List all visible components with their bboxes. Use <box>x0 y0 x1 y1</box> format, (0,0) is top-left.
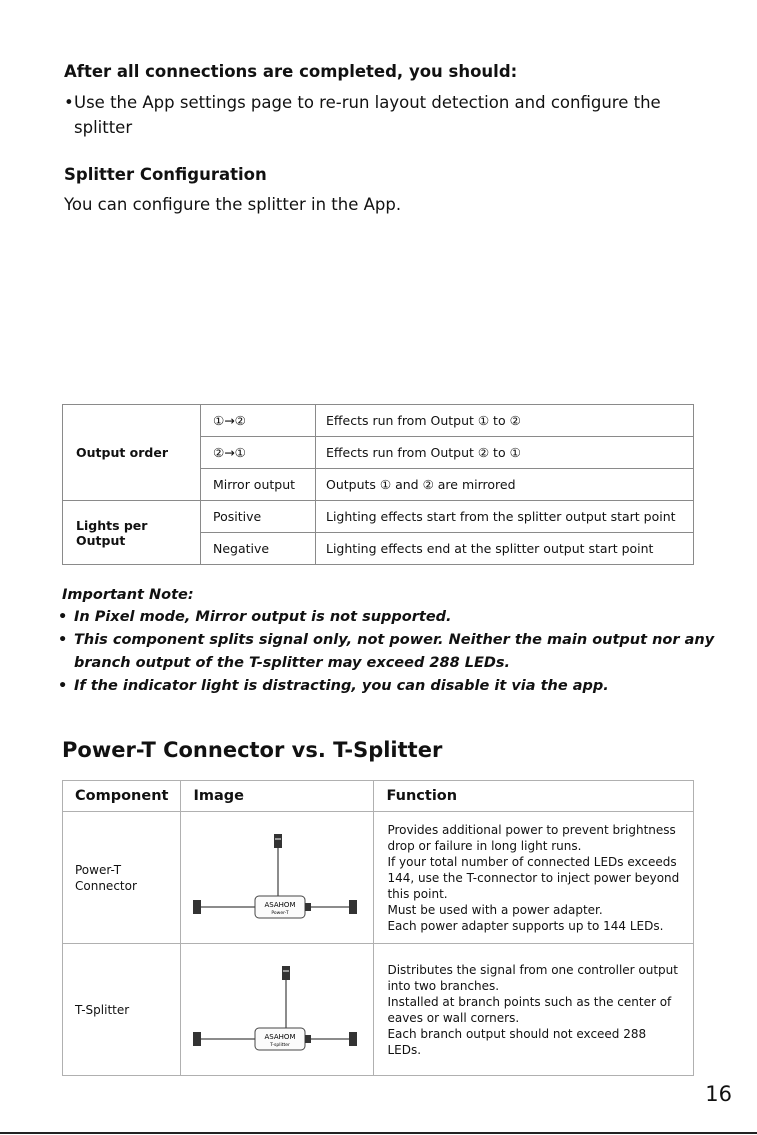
note-item <box>58 675 718 698</box>
intro-bullet-text: Use the App settings page to re-run layout detection and configure the splitter <box>74 93 661 137</box>
splitter-config-heading: Splitter Configuration <box>64 165 267 184</box>
intro-heading: After all connections are completed, you should: <box>64 62 518 81</box>
option-cell: Negative <box>201 533 316 565</box>
note-item <box>58 629 718 675</box>
t-splitter-image <box>181 944 374 1076</box>
note-text: This component splits signal only, not power. Neither the main output nor any branch output of the T-splitter may exceed 288 LEDs. <box>74 632 715 671</box>
function-line: If your total number of connected LEDs exceeds 144, use the T-connector to inject power beyond this point. <box>387 854 680 901</box>
group-label-output-order: Output order <box>63 405 201 501</box>
function-line: Must be used with a power adapter. <box>387 902 603 917</box>
table-header-row <box>63 781 694 812</box>
component-name: T-Splitter <box>63 944 181 1076</box>
option-cell: ①→② <box>201 405 316 437</box>
function-line: Distributes the signal from one controller output into two branches. <box>387 962 678 993</box>
bottom-divider <box>0 1132 757 1134</box>
bullet-dot: • <box>58 678 68 694</box>
function-cell <box>374 812 694 944</box>
column-header-component: Component <box>63 781 181 812</box>
column-header-function: Function <box>374 781 694 812</box>
bullet-dot: • <box>64 93 74 112</box>
splitter-config-table <box>62 404 694 565</box>
option-cell: Positive <box>201 501 316 533</box>
comparison-title: Power-T Connector vs. T-Splitter <box>62 738 443 762</box>
device-brand: ASAHOM <box>264 1033 296 1041</box>
table-row <box>63 812 694 944</box>
option-cell: ②→① <box>201 437 316 469</box>
function-line: Each branch output should not exceed 288 LEDs. <box>387 1026 647 1057</box>
function-line: Provides additional power to prevent brightness drop or failure in long light runs. <box>387 822 676 853</box>
table-row <box>63 405 694 437</box>
table-row <box>63 501 694 533</box>
note-text: If the indicator light is distracting, you can disable it via the app. <box>74 678 609 694</box>
option-desc: Outputs ① and ② are mirrored <box>316 469 694 501</box>
option-desc: Lighting effects end at the splitter output start point <box>316 533 694 565</box>
power-t-connector-image <box>181 812 374 944</box>
option-desc: Effects run from Output ① to ② <box>316 405 694 437</box>
important-note-title: Important Note: <box>62 587 194 603</box>
function-line: Each power adapter supports up to 144 LEDs. <box>387 918 664 933</box>
page-number: 16 <box>705 1082 732 1106</box>
function-cell <box>374 944 694 1076</box>
bullet-dot: • <box>58 609 68 625</box>
group-label-lights-per-output: Lights per Output <box>63 501 201 565</box>
option-desc: Lighting effects start from the splitter output start point <box>316 501 694 533</box>
splitter-config-desc: You can configure the splitter in the App. <box>64 195 402 214</box>
option-cell: Mirror output <box>201 469 316 501</box>
column-header-image: Image <box>181 781 374 812</box>
power-t-device-illustration <box>181 812 373 940</box>
device-label: T-splitter <box>270 1043 291 1048</box>
intro-bullet <box>64 90 704 140</box>
note-text: In Pixel mode, Mirror output is not supported. <box>74 609 452 625</box>
t-splitter-device-illustration <box>181 944 373 1072</box>
device-brand: ASAHOM <box>264 901 296 909</box>
important-note-list <box>58 606 718 698</box>
device-label: Power-T <box>271 911 290 916</box>
bullet-dot: • <box>58 632 68 648</box>
table-row <box>63 944 694 1076</box>
comparison-table <box>62 780 694 1076</box>
component-name: Power-T Connector <box>63 812 181 944</box>
option-desc: Effects run from Output ② to ① <box>316 437 694 469</box>
note-item <box>58 606 718 629</box>
function-line: Installed at branch points such as the center of eaves or wall corners. <box>387 994 672 1025</box>
